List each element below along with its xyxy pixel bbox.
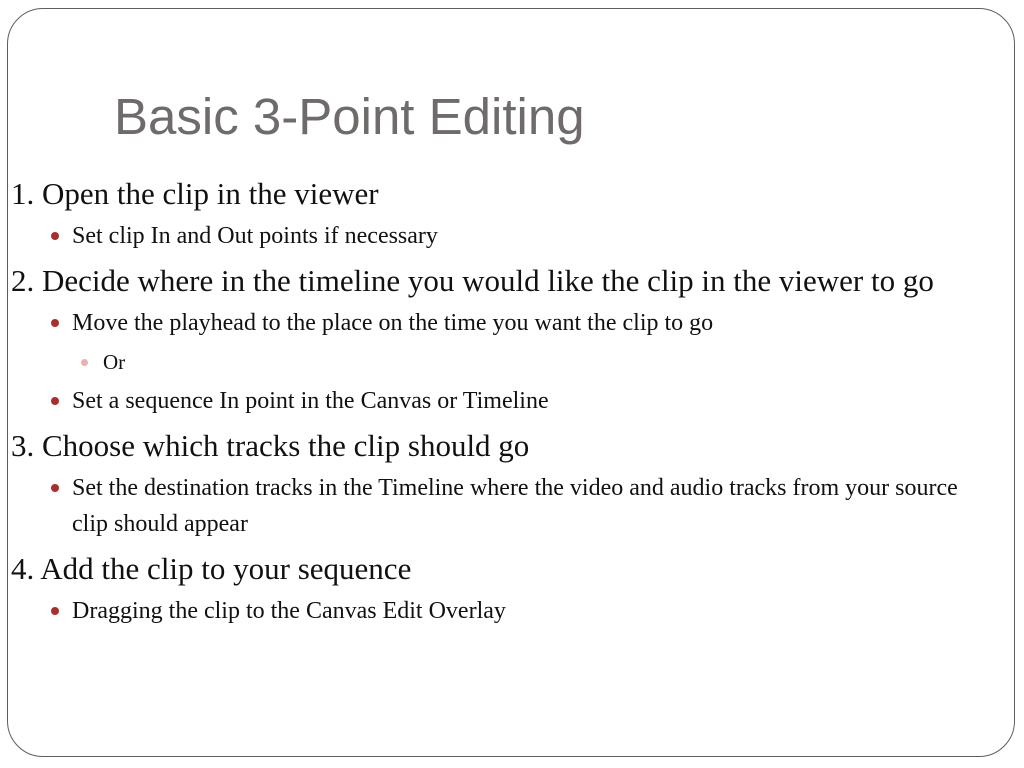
step-number: 1. — [11, 176, 35, 211]
step-number: 3. — [11, 428, 35, 463]
bullet-text: Move the playhead to the place on the time you want the clip to go — [72, 310, 714, 336]
bullet-dot-icon — [51, 232, 59, 240]
step-text: Open the clip in the viewer — [42, 176, 379, 211]
step-text: Decide where in the timeline you would like the clip in the viewer to go — [42, 263, 934, 298]
sub-bullet-item — [0, 341, 1010, 383]
bullet-item — [0, 383, 1010, 419]
step-2 — [0, 260, 1010, 302]
bullet-text: Set the destination tracks in the Timeline where the video and audio tracks from your source clip should appear — [72, 475, 958, 537]
step-4 — [0, 548, 1010, 590]
bullet-item — [0, 470, 1010, 542]
step-number: 4. — [11, 551, 35, 586]
bullet-text: Dragging the clip to the Canvas Edit Overlay — [72, 598, 506, 624]
bullet-dot-icon — [51, 319, 59, 327]
step-number: 2. — [11, 263, 35, 298]
step-text: Add the clip to your sequence — [40, 551, 412, 586]
bullet-dot-icon — [51, 397, 59, 405]
sub-bullet-text: Or — [103, 350, 126, 374]
step-3 — [0, 425, 1010, 467]
step-text: Choose which tracks the clip should go — [42, 428, 530, 463]
step-1 — [0, 173, 1010, 215]
slide-title: Basic 3-Point Editing — [114, 88, 585, 145]
bullet-dot-icon — [51, 484, 59, 492]
sub-bullet-dot-icon — [81, 359, 88, 366]
slide-body — [0, 173, 1010, 629]
bullet-dot-icon — [51, 607, 59, 615]
bullet-item — [0, 593, 1010, 629]
bullet-item — [0, 305, 1010, 341]
bullet-text: Set clip In and Out points if necessary — [72, 223, 438, 249]
bullet-text: Set a sequence In point in the Canvas or Timeline — [72, 388, 549, 414]
bullet-item — [0, 218, 1010, 254]
